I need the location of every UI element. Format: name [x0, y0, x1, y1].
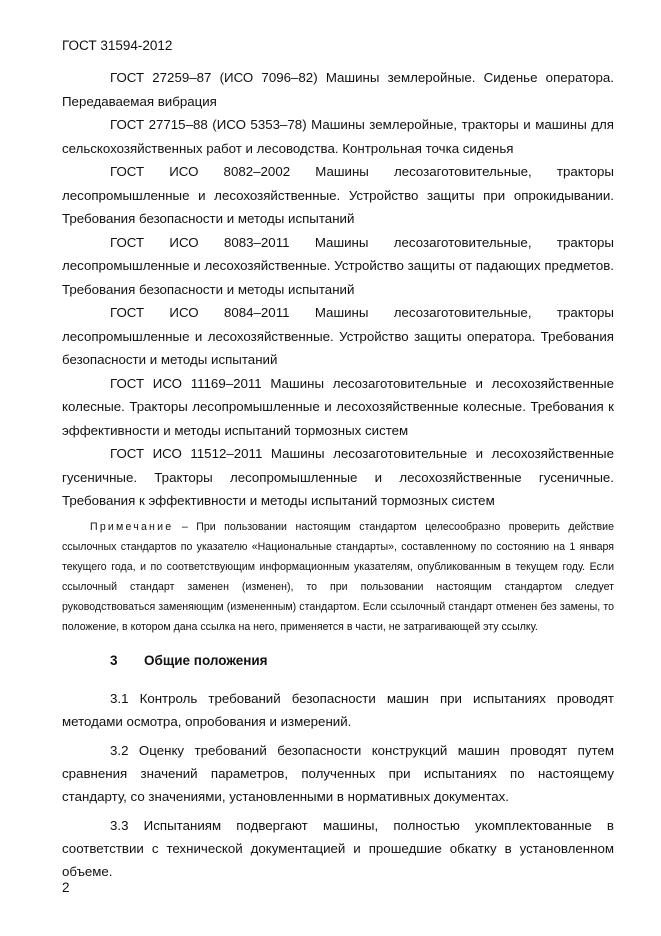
document-code-header: ГОСТ 31594-2012 [62, 38, 173, 53]
note-text: – При пользовании настоящим стандартом целесообразно проверить действие ссылочных стандартов по указателю «Национальные стандарты», составленному по состоянию на 1 января текущего года, и по соответствующим информационным указателям, опубликованным в текущем году. Если ссылочный стандарт заменен (изменен), то при пользовании настоящим стандартом следует руководствоваться заменяющим (измененным) стандартом. Если ссылочный стандарт отменен без замены, то положение, в котором дана ссылка на него, применяется в части, не затрагивающей эту ссылку. [62, 520, 614, 633]
clause-3-3: 3.3 Испытаниям подвергают машины, полностью укомплектованные в соответствии с технической документацией и прошедшие обкатку в установленном объеме. [62, 817, 614, 879]
reference-gost-iso-8082: ГОСТ ИСО 8082–2002 Машины лесозаготовительные, тракторы лесопромышленные и лесохозяйственные. Устройство защиты при опрокидывании. Требования безопасности и методы испытаний [62, 164, 614, 226]
clause-3-2: 3.2 Оценку требований безопасности конструкций машин проводят путем сравнения значений параметров, полученных при испытаниях по настоящему стандарту, со значениями, установленными в нормативных документах. [62, 742, 614, 804]
note-label: Примечание [90, 520, 174, 533]
reference-gost-iso-8083: ГОСТ ИСО 8083–2011 Машины лесозаготовительные, тракторы лесопромышленные и лесохозяйственные. Устройство защиты от падающих предметов. Требования безопасности и методы испытаний [62, 234, 614, 297]
reference-gost-27259: ГОСТ 27259–87 (ИСО 7096–82) Машины землеройные. Сиденье оператора. Передаваемая вибрация [62, 70, 614, 109]
section-title: Общие положения [144, 652, 268, 668]
reference-gost-iso-8084: ГОСТ ИСО 8084–2011 Машины лесозаготовительные, тракторы лесопромышленные и лесохозяйственные. Устройство защиты оператора. Требования безопасности и методы испытаний [62, 305, 614, 367]
page-content [62, 66, 614, 885]
reference-gost-iso-11512: ГОСТ ИСО 11512–2011 Машины лесозаготовительные и лесохозяйственные гусеничные. Тракторы лесопромышленные и лесохозяйственные гусеничные. Требования к эффективности и методы испытаний тормозных систем [62, 446, 614, 508]
section-number: 3 [110, 652, 118, 668]
reference-gost-27715: ГОСТ 27715–88 (ИСО 5353–78) Машины землеройные, тракторы и машины для сельскохозяйственных работ и лесоводства. Контрольная точка сиденья [62, 117, 614, 156]
section-heading [62, 651, 614, 671]
page-number: 2 [62, 880, 70, 895]
clause-3-1: 3.1 Контроль требований безопасности машин при испытаниях проводят методами осмотра, опробования и измерений. [62, 690, 614, 729]
note-block [62, 517, 614, 637]
reference-gost-iso-11169: ГОСТ ИСО 11169–2011 Машины лесозаготовительные и лесохозяйственные колесные. Тракторы лесопромышленные и лесохозяйственные колесные. Требования к эффективности и методы испытаний тормозных систем [62, 375, 614, 438]
